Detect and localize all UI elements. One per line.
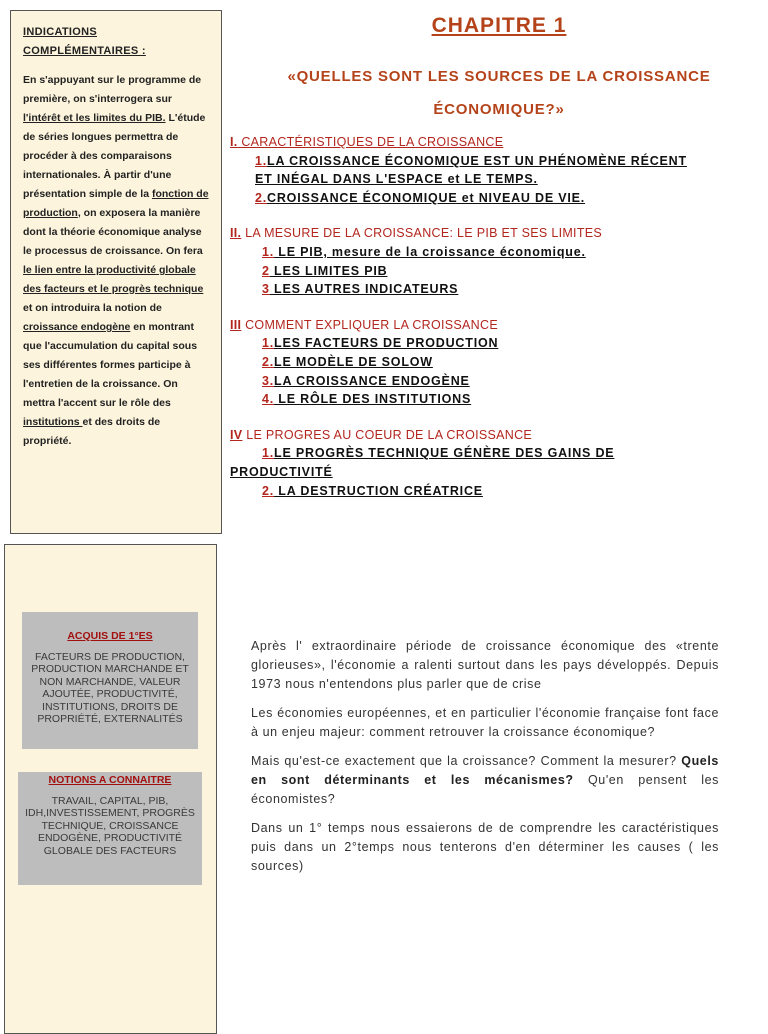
item-title: LA CROISSANCE ÉCONOMIQUE EST UN PHÉNOMÈNE RÉCENT: [267, 153, 687, 168]
intro-text: Mais qu'est-ce exactement que la croissance? Comment la mesurer?: [251, 754, 682, 768]
item-number: 4.: [262, 392, 275, 407]
item-number: 2.: [255, 190, 268, 205]
toc-item-4-2: [230, 482, 760, 501]
notes-emphasis: institutions: [23, 416, 83, 428]
item-title: LES FACTEURS DE PRODUCTION: [274, 336, 499, 351]
question-line-2: ÉCONOMIQUE?»: [433, 101, 565, 118]
notes-text: L'étude de séries longues permettra de procéder à des comparaisons internationales. À partir d'une présentation simple de la: [23, 112, 206, 200]
question-line-1: «QUELLES SONT LES SOURCES DE LA CROISSANCE: [287, 68, 711, 85]
toc-item-2-1: [230, 243, 760, 262]
item-title: LA CROISSANCE ENDOGÈNE: [274, 373, 470, 388]
chapter-question: [230, 60, 768, 126]
notions-body: TRAVAIL, CAPITAL, PIB, IDH,INVESTISSEMENT, PROGRÈS TECHNIQUE, CROISSANCE ENDOGÈNE, PRODUCTIVITÉ GLOBALE DES FACTEURS: [25, 794, 195, 857]
section-number: II.: [230, 226, 242, 241]
notes-text: en montrant que l'accumulation du capital sous ses différentes formes participe à l'entretien de la croissance. On mettra l'accent sur le rôle des: [23, 321, 198, 409]
section-title: LE PROGRES AU COEUR DE LA CROISSANCE: [242, 427, 533, 442]
intro-paragraph-3: [251, 752, 719, 809]
item-title: LE PROGRÈS TECHNIQUE GÉNÈRE DES GAINS DE: [274, 446, 615, 461]
notes-text: En s'appuyant sur le programme de première, on s'interrogera sur: [23, 74, 202, 105]
notes-emphasis: croissance endogène: [23, 321, 131, 333]
intro-emphasis: Quels en sont déterminants et les mécanismes?: [251, 754, 719, 787]
notes-emphasis: fonction de production: [23, 188, 209, 219]
toc-item-1-2: [230, 189, 760, 208]
item-number: 1.: [255, 153, 268, 168]
intro-text: Qu'en pensent les économistes?: [251, 773, 719, 806]
intro-paragraph-4: Dans un 1° temps nous essaierons de de comprendre les caractéristiques puis dans un 2°temps nous tenterons d'en déterminer les causes ( les sources): [251, 821, 719, 873]
toc-section-4: [230, 426, 760, 445]
item-number: 3: [262, 282, 270, 297]
toc-item-1-1: [230, 152, 760, 171]
toc-item-1-1-cont: [230, 170, 760, 189]
toc-section-3: [230, 316, 760, 335]
section-number: III: [230, 317, 242, 332]
intro-paragraph-2: Les économies européennes, et en particulier l'économie française font face à un enjeu majeur: comment retrouver la croissance économique?: [251, 706, 719, 739]
acquis-body: FACTEURS DE PRODUCTION, PRODUCTION MARCHANDE ET NON MARCHANDE, VALEUR AJOUTÉE, PRODUCTIVITÉ, INSTITUTIONS, DROITS DE PROPRIÉTÉ, EXTERNALITÉS: [31, 650, 189, 725]
item-title: LE RÔLE DES INSTITUTIONS: [274, 392, 472, 407]
section-title: COMMENT EXPLIQUER LA CROISSANCE: [241, 317, 498, 332]
item-number: 1.: [262, 244, 275, 259]
section-title: LA MESURE DE LA CROISSANCE: LE PIB ET SES LIMITES: [241, 226, 603, 241]
chapter-title: [230, 14, 768, 38]
toc-item-3-4: [230, 390, 760, 409]
item-title: LE MODÈLE DE SOLOW: [274, 354, 433, 369]
notes-body: [23, 71, 209, 451]
toc-item-2-2: [230, 262, 760, 281]
item-number: 1.: [262, 336, 275, 351]
notes-text: et des droits de propriété.: [23, 416, 161, 447]
toc-item-3-1: [230, 334, 760, 353]
section-number: IV: [230, 427, 243, 442]
item-title: PRODUCTIVITÉ: [230, 464, 333, 479]
item-number: 2.: [262, 354, 275, 369]
notes-text: , on exposera la manière dont la théorie économique analyse le processus de croissance. On fera: [23, 207, 203, 257]
item-number: 2: [262, 263, 270, 278]
chapter-title-text: CHAPITRE 1: [431, 14, 567, 37]
table-of-contents: [230, 133, 760, 500]
toc-section-2: [230, 224, 760, 243]
item-title: ET INÉGAL DANS L'ESPACE et LE TEMPS.: [255, 172, 538, 187]
notes-title: INDICATIONS COMPLÉMENTAIRES :: [23, 26, 146, 57]
notes-emphasis: l'intérêt et les limites du PIB.: [23, 112, 166, 124]
toc-item-2-3: [230, 280, 760, 299]
acquis-box: [22, 612, 198, 749]
toc-section-1: [230, 133, 760, 152]
complementary-notes-box: [10, 10, 222, 534]
section-title: CARACTÉRISTIQUES DE LA CROISSANCE: [237, 135, 504, 149]
item-number: 2.: [262, 483, 275, 498]
item-number: 1.: [262, 446, 275, 461]
toc-item-4-1: [230, 444, 760, 463]
notions-title: NOTIONS A CONNAITRE: [48, 774, 172, 786]
item-title: LA DESTRUCTION CRÉATRICE: [274, 483, 483, 498]
acquis-title: ACQUIS DE 1°ES: [67, 630, 153, 642]
item-title: CROISSANCE ÉCONOMIQUE et NIVEAU DE VIE.: [267, 190, 586, 205]
introduction-text: [251, 637, 719, 886]
item-number: 3.: [262, 373, 275, 388]
notions-box: [18, 772, 202, 885]
item-title: LE PIB, mesure de la croissance économique.: [274, 244, 586, 259]
section-number: I.: [230, 135, 238, 149]
toc-item-4-1-cont: [230, 463, 760, 482]
notes-emphasis: le lien entre la productivité globale des facteurs et le progrès technique: [23, 264, 204, 295]
toc-item-3-3: [230, 372, 760, 391]
intro-paragraph-1: Après l' extraordinaire période de croissance économique des «trente glorieuses», l'économie a ralenti surtout dans les pays développés. Depuis 1973 nous n'entendons plus parler que de crise: [251, 639, 719, 691]
toc-item-3-2: [230, 353, 760, 372]
notes-text: et on introduira la notion de: [23, 302, 162, 314]
item-title: LES AUTRES INDICATEURS: [269, 282, 459, 297]
item-title: LES LIMITES PIB: [269, 263, 388, 278]
